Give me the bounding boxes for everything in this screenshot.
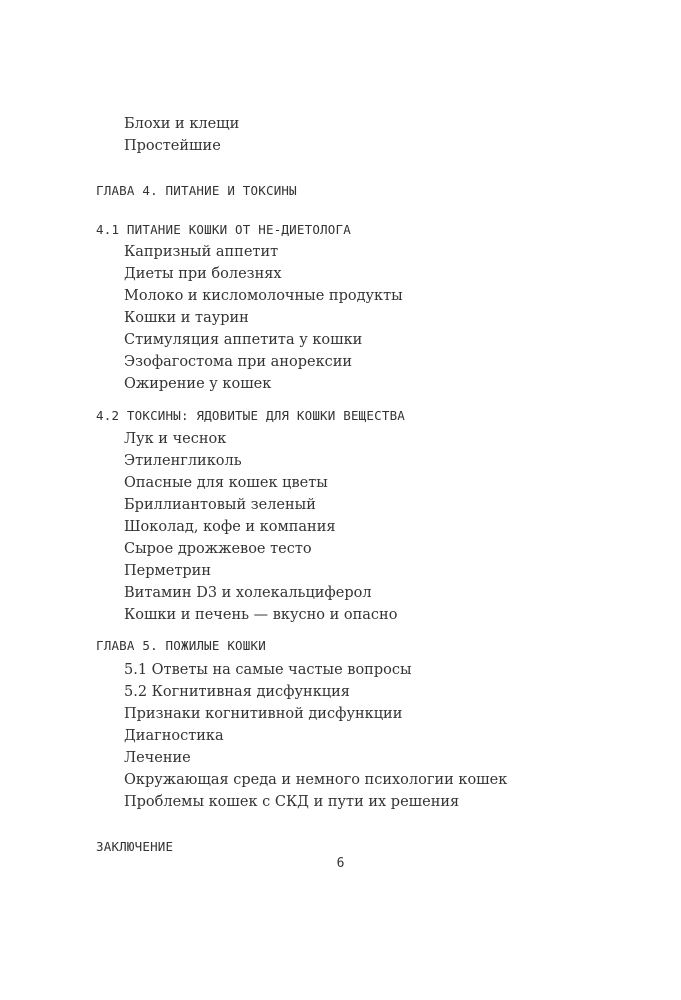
toc-entry: Шоколад, кофе и компания	[124, 519, 336, 535]
toc-entry: Признаки когнитивной дисфункции	[124, 706, 403, 722]
toc-entry: Стимуляция аппетита у кошки	[124, 332, 363, 348]
toc-entry: Ожирение у кошек	[124, 376, 272, 392]
toc-section-heading: ГЛАВА 4. ПИТАНИЕ И ТОКСИНЫ	[96, 183, 297, 198]
toc-entry: Опасные для кошек цветы	[124, 475, 328, 491]
toc-entry: Перметрин	[124, 563, 211, 579]
toc-entry: Лечение	[124, 750, 191, 766]
toc-entry: Окружающая среда и немного психологии кошек	[124, 772, 508, 788]
toc-entry: Блохи и клещи	[124, 116, 240, 132]
toc-entry: Диагностика	[124, 728, 224, 744]
toc-section-heading: ГЛАВА 5. ПОЖИЛЫЕ КОШКИ	[96, 638, 266, 653]
toc-entry: Кошки и печень — вкусно и опасно	[124, 607, 398, 623]
toc-entry: Простейшие	[124, 138, 221, 154]
toc-entry: Диеты при болезнях	[124, 266, 282, 282]
toc-entry: 5.1 Ответы на самые частые вопросы	[124, 662, 412, 678]
toc-section-heading: 4.1 ПИТАНИЕ КОШКИ ОТ НЕ-ДИЕТОЛОГА	[96, 222, 351, 237]
toc-entry: Кошки и таурин	[124, 310, 249, 326]
page-number: 6	[336, 856, 345, 871]
toc-entry: Молоко и кисломолочные продукты	[124, 288, 403, 304]
toc-section-heading: ЗАКЛЮЧЕНИЕ	[96, 839, 174, 854]
toc-entry: Лук и чеснок	[124, 431, 227, 447]
toc-entry: 5.2 Когнитивная дисфункция	[124, 684, 350, 700]
toc-entry: Этиленгликоль	[124, 453, 242, 469]
toc-entry: Бриллиантовый зеленый	[124, 497, 316, 513]
toc-entry: Проблемы кошек с СКД и пути их решения	[124, 794, 460, 810]
toc-entry: Сырое дрожжевое тесто	[124, 541, 312, 557]
toc-entry: Эзофагостома при анорексии	[124, 354, 353, 370]
toc-entry: Витамин D3 и холекальциферол	[124, 585, 372, 601]
toc-section-heading: 4.2 ТОКСИНЫ: ЯДОВИТЫЕ ДЛЯ КОШКИ ВЕЩЕСТВА	[96, 408, 406, 423]
toc-entry: Капризный аппетит	[124, 244, 279, 260]
